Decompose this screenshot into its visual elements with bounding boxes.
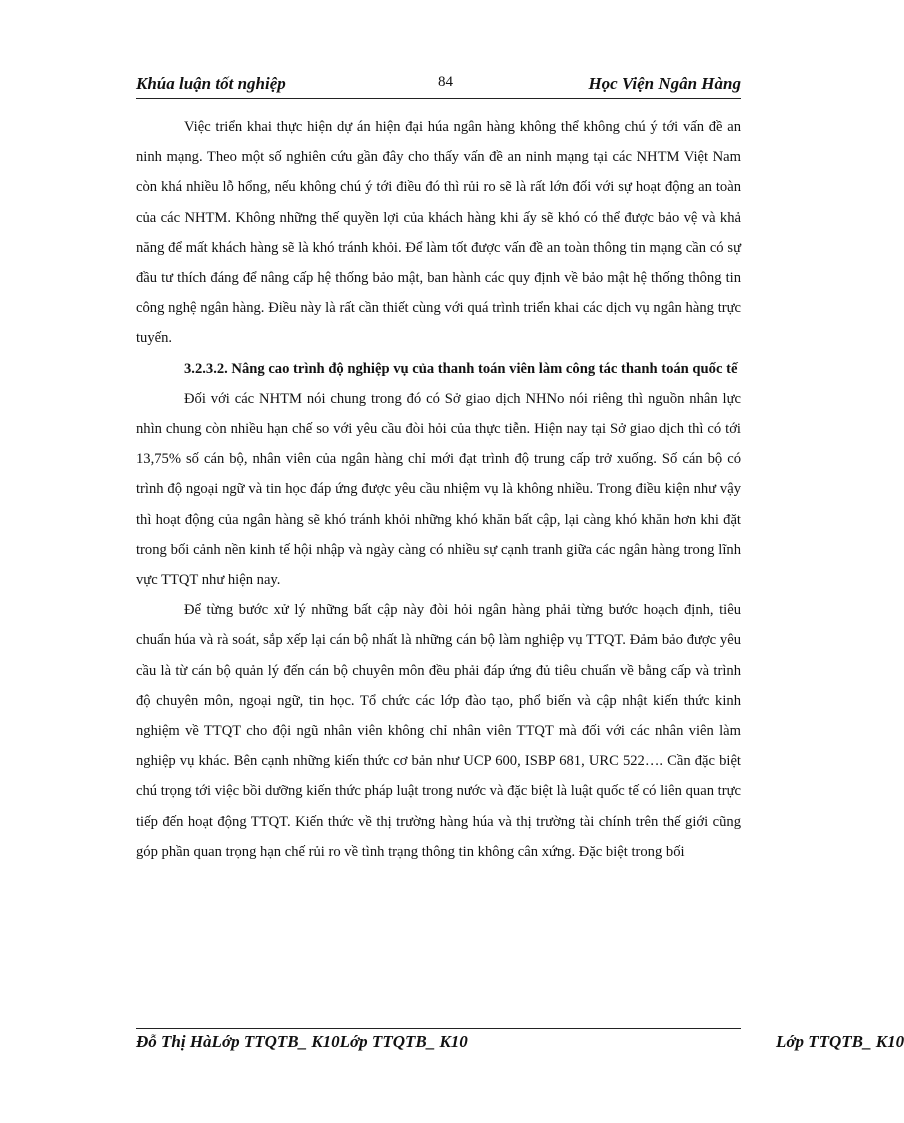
header-thesis-title: Khúa luận tốt nghiệp	[136, 74, 286, 93]
page-number: 84	[438, 74, 453, 90]
section-heading-3-2-3-2: 3.2.3.2. Nâng cao trình độ nghiệp vụ của thanh toán viên làm công tác thanh toán quốc tế	[184, 360, 738, 377]
page-header	[136, 72, 741, 99]
header-institution: Học Viện Ngân Hàng	[588, 74, 741, 93]
footer-divider	[136, 1028, 741, 1029]
footer-author: Đỗ Thị HàLớp TTQTB_ K10Lớp TTQTB_ K10	[136, 1032, 468, 1051]
page-body	[136, 112, 741, 867]
paragraph-human-resources: Đối với các NHTM nói chung trong đó có Sở giao dịch NHNo nói riêng thì nguồn nhân lực nhìn chung còn nhiều hạn chế so với yêu cầu đòi hỏi của thực tiễn. Hiện nay tại Sở giao dịch thì có tới 13,75% số cán bộ, nhân viên của ngân hàng chỉ mới đạt trình độ trung cấp trở xuống. Số cán bộ có trình độ ngoại ngữ và tin học đáp ứng được yêu cầu nhiệm vụ là không nhiều. Trong điều kiện như vậy thì hoạt động của ngân hàng sẽ khó tránh khỏi những khó khăn bất cập, lại càng khó khăn hơn khi đặt trong bối cảnh nền kinh tế hội nhập và ngày càng có nhiều sự cạnh tranh giữa các ngân hàng trong lĩnh vực TTQT như hiện nay.	[136, 390, 741, 589]
paragraph-staff-training: Để từng bước xử lý những bất cập này đòi hỏi ngân hàng phải từng bước hoạch định, tiêu chuẩn húa và rà soát, sắp xếp lại cán bộ nhất là những cán bộ làm nghiệp vụ TTQT. Đảm bảo được yêu cầu là từ cán bộ quản lý đến cán bộ chuyên môn đều phải đáp ứng đủ tiêu chuẩn về bằng cấp và trình độ chuyên môn, ngoại ngữ, tin học. Tổ chức các lớp đào tạo, phổ biến và cập nhật kiến thức kinh nghiệm về TTQT cho đội ngũ nhân viên không chỉ nhân viên TTQT mà đối với các nhân viên làm nghiệp vụ khác. Bên cạnh những kiến thức cơ bản như UCP 600, ISBP 681, URC 522…. Cần đặc biệt chú trọng tới việc bồi dưỡng kiến thức pháp luật trong nước và đặc biệt là luật quốc tế có liên quan trực tiếp đến hoạt động TTQT. Kiến thức về thị trường hàng húa và thị trường tài chính trên thế giới cũng góp phần quan trọng hạn chế rủi ro về tình trạng thông tin không cân xứng. Đặc biệt trong bối	[136, 602, 741, 860]
paragraph-network-security: Việc triển khai thực hiện dự án hiện đại húa ngân hàng không thể không chú ý tới vấn đề an ninh mạng. Theo một số nghiên cứu gần đây cho thấy vấn đề an ninh mạng tại các NHTM Việt Nam còn khá nhiều lỗ hổng, nếu không chú ý tới điều đó thì rủi ro sẽ là rất lớn đối với sự hoạt động an toàn của các NHTM. Không những thế quyền lợi của khách hàng khi ấy sẽ khó có thể được bảo vệ và khả năng để mất khách hàng sẽ là khó tránh khỏi. Để làm tốt được vấn đề an toàn thông tin mạng cần có sự đầu tư thích đáng để nâng cấp hệ thống bảo mật, ban hành các quy định về bảo mật hệ thống thông tin công nghệ ngân hàng. Điều này là rất cần thiết cùng với quá trình triển khai các dịch vụ ngân hàng trực tuyến.	[136, 119, 741, 347]
footer-class: Lớp TTQTB_ K10	[776, 1032, 904, 1051]
